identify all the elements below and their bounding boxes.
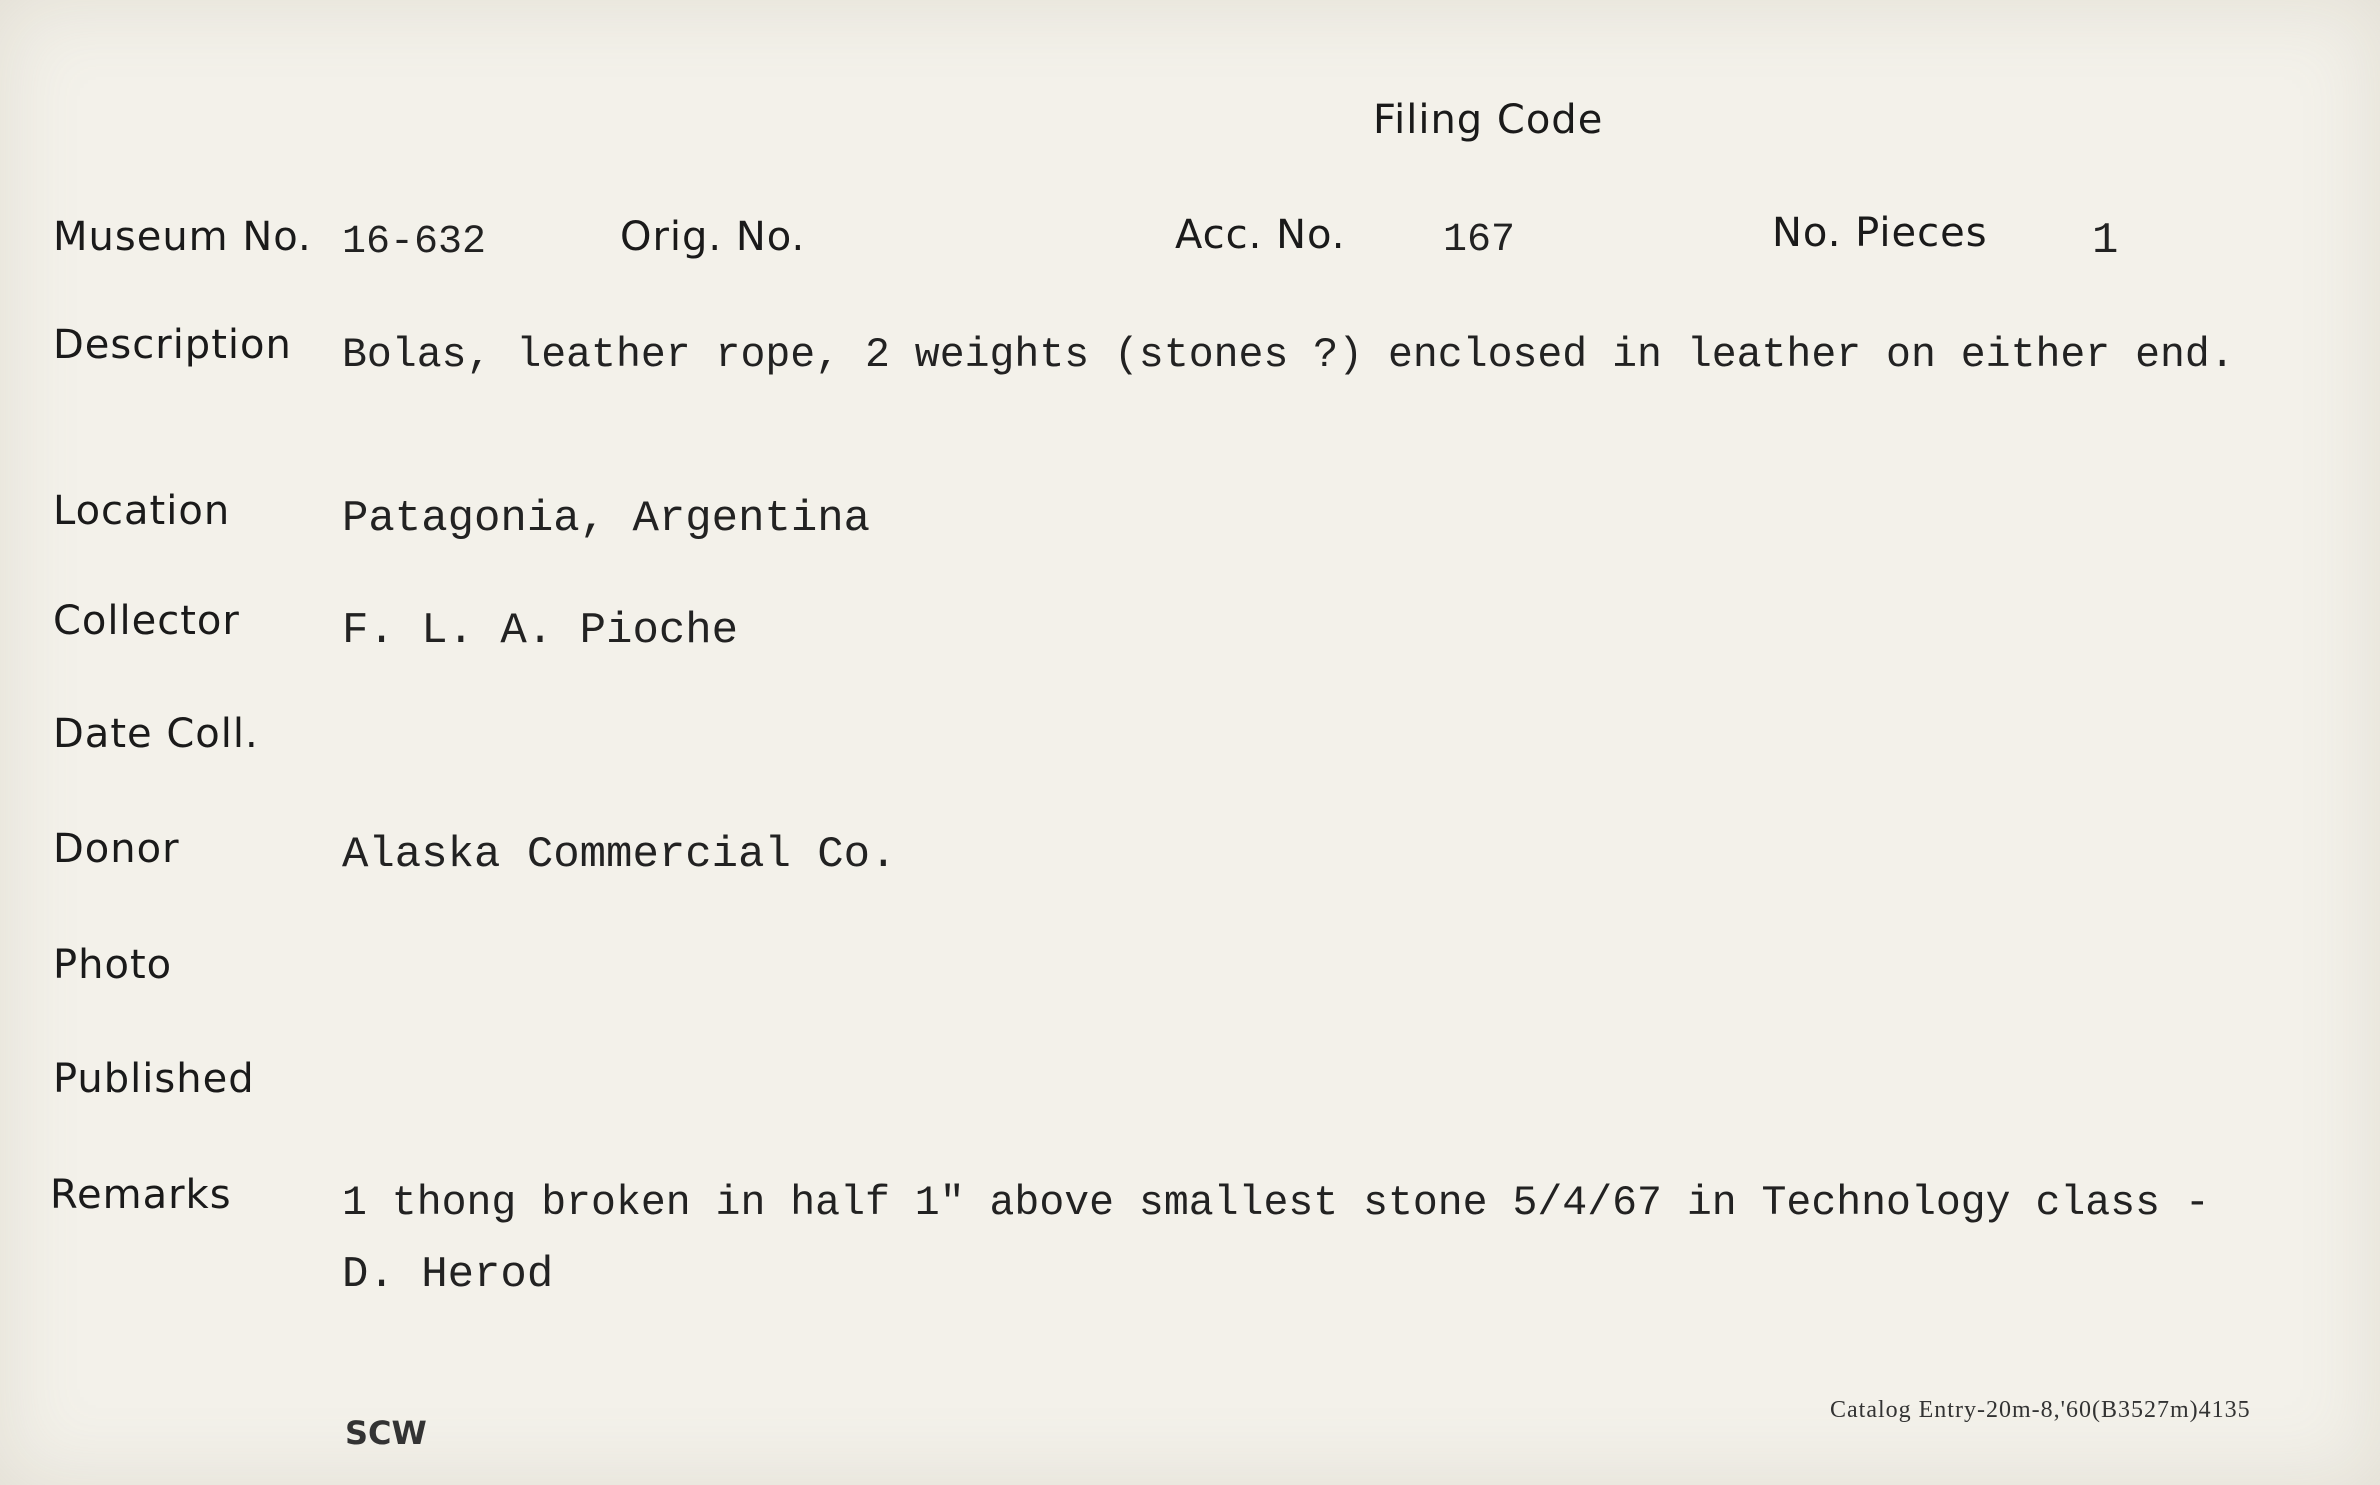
remarks-value-line2: D. Herod: [342, 1250, 554, 1300]
museum-no-value: 16-632: [342, 220, 487, 265]
filing-code-label: Filing Code: [1373, 97, 1604, 143]
description-label: Description: [53, 322, 292, 368]
location-label: Location: [53, 488, 231, 534]
remarks-value-line1: 1 thong broken in half 1" above smallest stone 5/4/67 in Technology class -: [342, 1180, 2210, 1227]
donor-value: Alaska Commercial Co.: [342, 830, 897, 880]
remarks-label: Remarks: [50, 1172, 232, 1218]
initials: SCW: [345, 1414, 427, 1452]
no-pieces-label: No. Pieces: [1772, 210, 1988, 256]
photo-label: Photo: [53, 942, 173, 988]
published-label: Published: [53, 1056, 255, 1102]
description-value: Bolas, leather rope, 2 weights (stones ?) enclosed in leather on either end.: [342, 332, 2235, 379]
donor-label: Donor: [53, 826, 180, 872]
collector-label: Collector: [53, 598, 240, 644]
acc-no-label: Acc. No.: [1175, 212, 1346, 258]
museum-no-label: Museum No.: [53, 214, 312, 260]
catalog-entry-print: Catalog Entry-20m-8,'60(B3527m)4135: [1830, 1397, 2251, 1423]
date-coll-label: Date Coll.: [53, 711, 259, 757]
orig-no-label: Orig. No.: [620, 214, 806, 260]
location-value: Patagonia, Argentina: [342, 494, 871, 544]
acc-no-value: 167: [1443, 218, 1516, 263]
collector-value: F. L. A. Pioche: [342, 606, 739, 656]
no-pieces-value: 1: [2092, 216, 2119, 266]
